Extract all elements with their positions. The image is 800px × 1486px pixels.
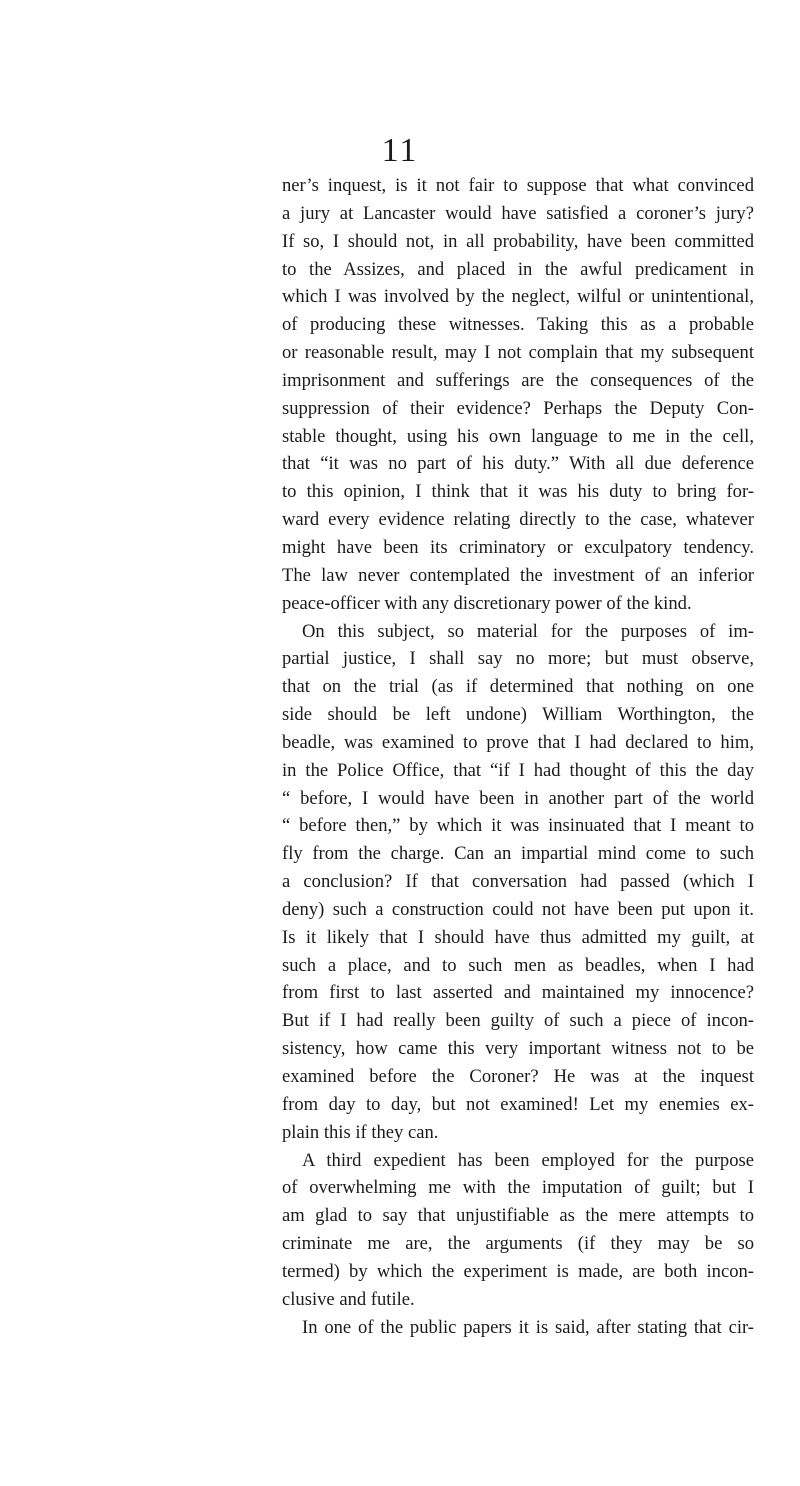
text-line: or reasonable result, may I not complain that my subsequent: [282, 342, 754, 364]
text-line: sistency, how came this very important witness not to be: [282, 1038, 754, 1060]
text-line: termed) by which the experiment is made, are both incon-: [282, 1260, 754, 1282]
text-line: beadle, was examined to prove that I had declared to him,: [282, 731, 754, 753]
text-line: side should be left undone) William Worthington, the: [282, 704, 754, 726]
text-line: In one of the public papers it is said, after stating that cir-: [302, 1316, 754, 1338]
text-line: from first to last asserted and maintained my innocence?: [282, 982, 754, 1004]
text-line: suppression of their evidence? Perhaps the Deputy Con-: [282, 397, 754, 419]
text-line: to this opinion, I think that it was his duty to bring for-: [282, 481, 754, 503]
text-line: a jury at Lancaster would have satisfied a coroner’s jury?: [282, 202, 754, 224]
text-line: from day to day, but not examined! Let my enemies ex-: [282, 1093, 754, 1115]
text-line: that “it was no part of his duty.” With all due deference: [282, 453, 754, 475]
text-line: stable thought, using his own language to me in the cell,: [282, 425, 754, 447]
text-line: that on the trial (as if determined that nothing on one: [282, 676, 754, 698]
text-line: Is it likely that I should have thus admitted my guilt, at: [282, 926, 754, 948]
text-line: peace-officer with any discretionary power of the kind.: [282, 592, 692, 614]
text-line: a conclusion? If that conversation had passed (which I: [282, 871, 754, 893]
text-line: “ before, I would have been in another part of the world: [282, 787, 754, 809]
text-line: of overwhelming me with the imputation of guilt; but I: [282, 1177, 754, 1199]
text-line: A third expedient has been employed for the purpose: [302, 1149, 754, 1171]
text-line: such a place, and to such men as beadles, when I had: [282, 954, 754, 976]
text-line: On this subject, so material for the purposes of im-: [302, 620, 754, 642]
text-line: to the Assizes, and placed in the awful predicament in: [282, 258, 754, 280]
text-line: The law never contemplated the investment of an inferior: [282, 564, 754, 586]
text-line: plain this if they can.: [282, 1121, 439, 1143]
text-line: am glad to say that unjustifiable as the mere attempts to: [282, 1205, 754, 1227]
text-line: If so, I should not, in all probability, have been committed: [282, 230, 754, 252]
text-line: “ before then,” by which it was insinuated that I meant to: [282, 815, 754, 837]
text-line: of producing these witnesses. Taking this as a probable: [282, 314, 754, 336]
text-line: criminate me are, the arguments (if they may be so: [282, 1233, 754, 1255]
text-line: ward every evidence relating directly to the case, whatever: [282, 509, 754, 531]
text-line: examined before the Coroner? He was at the inquest: [282, 1066, 754, 1087]
text-line: clusive and futile.: [282, 1288, 415, 1310]
text-line: which I was involved by the neglect, wilful or unintentional,: [282, 286, 754, 308]
text-line: deny) such a construction could not have been put upon it.: [282, 898, 754, 920]
body-text: [282, 172, 754, 1341]
text-line: ner’s inquest, is it not fair to suppose that what convinced: [282, 175, 754, 196]
text-line: But if I had really been guilty of such a piece of incon-: [282, 1010, 754, 1032]
page-number: 11: [381, 132, 419, 169]
text-line: imprisonment and sufferings are the consequences of the: [282, 369, 754, 391]
text-line: in the Police Office, that “if I had thought of this the day: [282, 759, 754, 781]
text-line: partial justice, I shall say no more; but must observe,: [282, 648, 754, 670]
text-line: fly from the charge. Can an impartial mind come to such: [282, 843, 754, 865]
text-line: might have been its criminatory or exculpatory tendency.: [282, 536, 754, 558]
